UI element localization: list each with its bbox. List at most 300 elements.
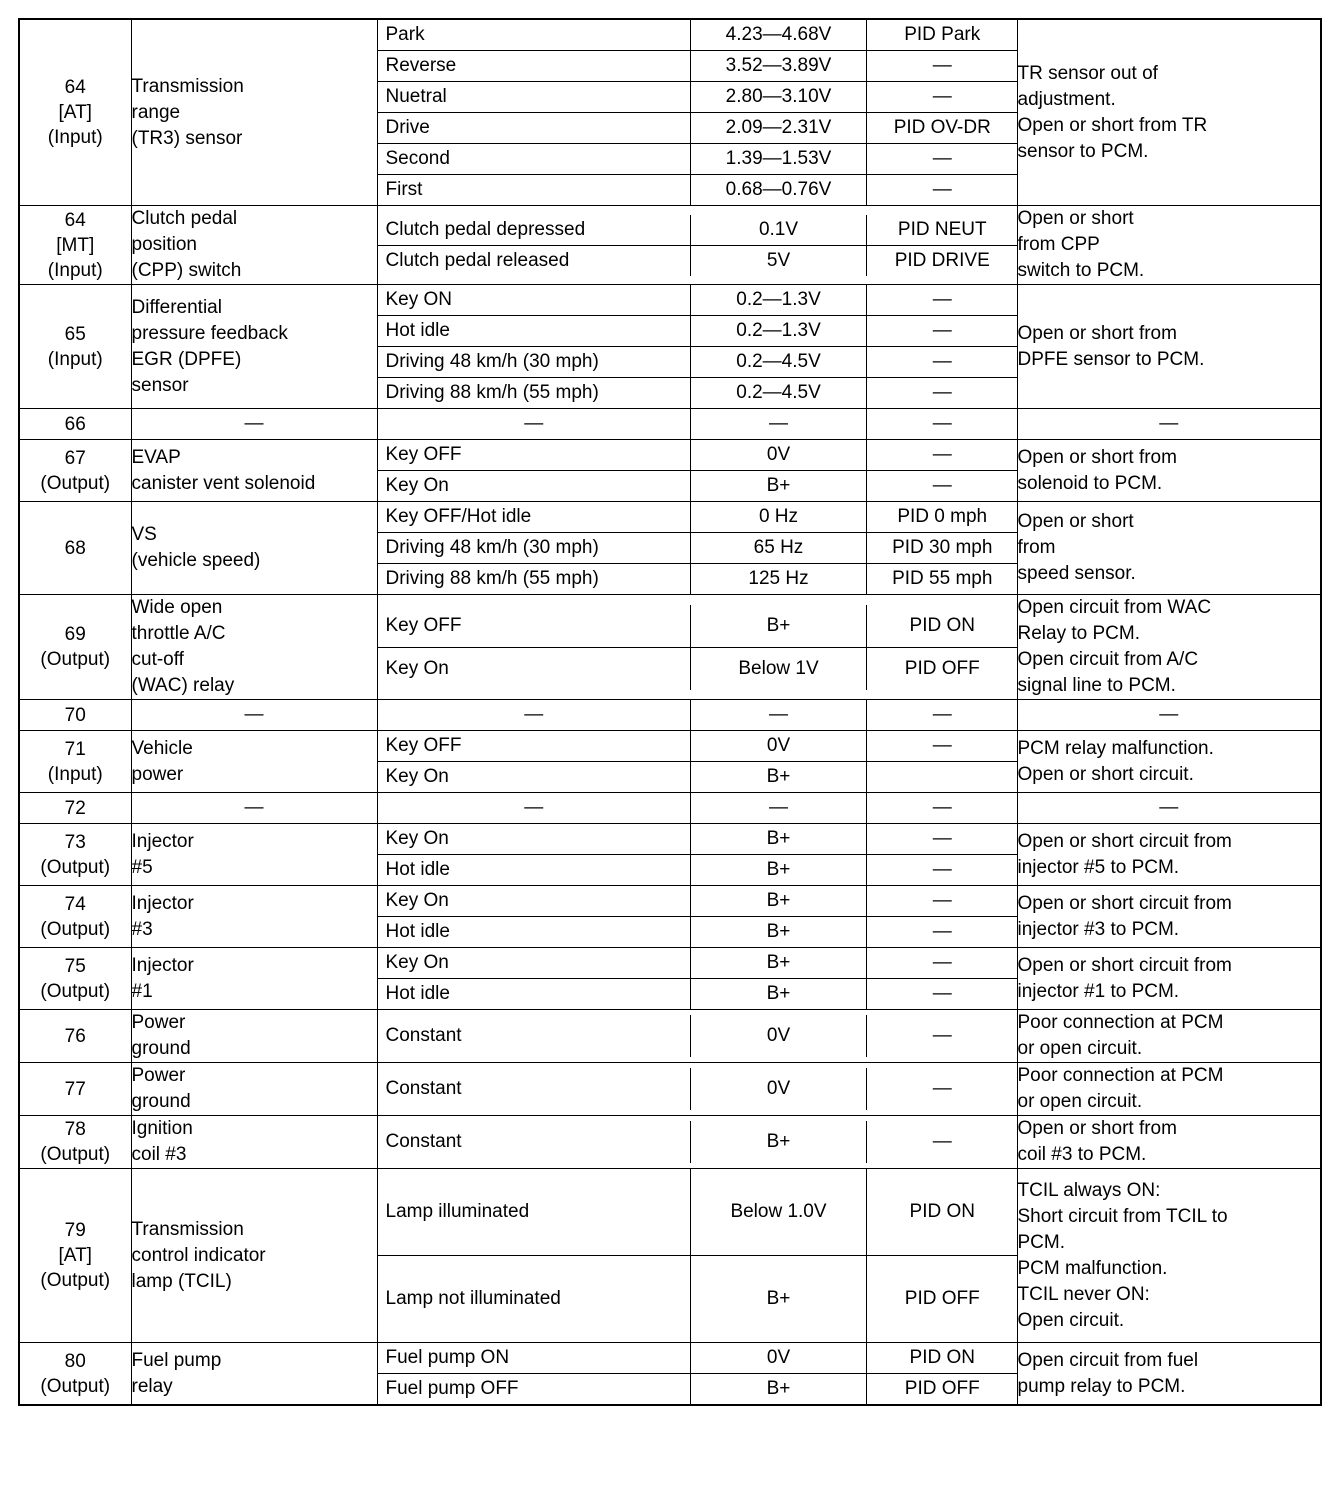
possible-cause-cell	[1017, 502, 1321, 595]
description-line: Ignition	[131, 1118, 193, 1139]
pid-value: —	[867, 378, 1018, 409]
condition-row	[378, 215, 1018, 246]
possible-cause-line: Short circuit from TCIL to	[1017, 1205, 1228, 1227]
possible-cause-line: Poor connection at PCM	[1017, 1012, 1224, 1033]
condition-row	[378, 979, 1018, 1010]
condition-subtable	[378, 731, 1018, 792]
possible-cause-line: from CPP	[1017, 234, 1100, 255]
condition-row	[378, 1169, 1018, 1256]
terminal-line: (Output)	[40, 1144, 111, 1165]
possible-cause-line: —	[1159, 704, 1179, 725]
description-line: (vehicle speed)	[131, 550, 261, 571]
voltage-value: 0.1V	[691, 215, 867, 246]
voltage-value: 0V	[691, 1015, 867, 1057]
terminal-line: 64	[64, 209, 86, 231]
condition-row	[378, 245, 1018, 276]
condition-label: Key On	[378, 762, 691, 793]
voltage-value: B+	[691, 948, 867, 979]
conditions-cell	[377, 1063, 1017, 1116]
pid-value: —	[867, 471, 1018, 502]
terminal-line: 70	[64, 704, 86, 726]
conditions-cell	[377, 793, 1017, 824]
pid-value: —	[932, 1131, 952, 1152]
description-cell	[131, 595, 377, 700]
possible-cause-line: or open circuit.	[1017, 1038, 1143, 1059]
condition-subtable	[378, 700, 1018, 730]
possible-cause-cell	[1017, 1343, 1321, 1406]
voltage-value: 0V	[691, 1068, 867, 1110]
pid-value: —	[932, 952, 952, 973]
pid-value: —	[932, 890, 952, 911]
description-cell	[131, 409, 377, 440]
description-cell	[131, 1063, 377, 1116]
condition-row	[378, 20, 1018, 51]
possible-cause-line: solenoid to PCM.	[1017, 472, 1163, 494]
possible-cause-line: PCM.	[1017, 1231, 1065, 1253]
condition-row	[378, 533, 1018, 564]
description-line: throttle A/C	[131, 623, 226, 644]
table-row	[19, 793, 1321, 824]
condition-row	[378, 1256, 1018, 1343]
condition-label: First	[378, 175, 691, 206]
terminal-line: 77	[64, 1078, 86, 1100]
condition-row	[378, 409, 1018, 439]
terminal-line: (Output)	[40, 1375, 111, 1397]
description-line: EVAP	[131, 446, 181, 468]
possible-cause-line: injector #1 to PCM.	[1017, 980, 1180, 1002]
condition-row	[378, 731, 1018, 762]
description-line: lamp (TCIL)	[131, 1270, 232, 1292]
spec-table	[18, 18, 1322, 1406]
terminal-line: 72	[64, 797, 86, 819]
condition-label: Key ON	[378, 285, 691, 316]
possible-cause-line: TCIL always ON:	[1017, 1179, 1161, 1201]
condition-row	[378, 1343, 1018, 1374]
terminal-line: (Output)	[40, 1270, 111, 1291]
possible-cause-line: Open or short from	[1017, 446, 1177, 468]
possible-cause-line: signal line to PCM.	[1017, 675, 1176, 696]
voltage-value: 0.2—4.5V	[691, 347, 867, 378]
conditions-cell	[377, 19, 1017, 206]
condition-label: Clutch pedal depressed	[378, 215, 691, 246]
description-line: #5	[131, 856, 153, 878]
possible-cause-line: speed sensor.	[1017, 563, 1136, 584]
terminal-line: (Input)	[47, 259, 103, 281]
terminal-line: 80	[64, 1350, 86, 1372]
possible-cause-line: Open or short circuit from	[1017, 892, 1232, 914]
conditions-cell	[377, 206, 1017, 285]
condition-row	[378, 347, 1018, 378]
pid-value: —	[932, 289, 952, 310]
possible-cause-line: Open circuit from A/C	[1017, 649, 1199, 670]
pid-value: PID ON	[909, 1347, 975, 1368]
terminal-cell	[19, 19, 131, 206]
condition-subtable	[378, 215, 1018, 276]
terminal-cell	[19, 1116, 131, 1169]
terminal-line: 68	[64, 537, 86, 559]
pid-value: PID OFF	[867, 1374, 1018, 1405]
condition-row	[378, 1068, 1018, 1110]
description-line: VS	[131, 524, 157, 545]
possible-cause-line: Open circuit from WAC	[1017, 597, 1212, 618]
condition-row	[378, 113, 1018, 144]
pid-value: PID 55 mph	[867, 564, 1018, 595]
voltage-value: 5V	[691, 245, 867, 276]
voltage-value: B+	[691, 1256, 867, 1343]
pid-value: —	[932, 797, 952, 818]
possible-cause-line: Poor connection at PCM	[1017, 1065, 1224, 1086]
table-row	[19, 886, 1321, 948]
possible-cause-line: —	[1159, 413, 1179, 434]
description-cell	[131, 19, 377, 206]
table-row	[19, 502, 1321, 595]
description-cell	[131, 1343, 377, 1406]
description-line: cut-off	[131, 649, 184, 670]
possible-cause-cell	[1017, 1116, 1321, 1169]
table-row	[19, 731, 1321, 793]
voltage-value: 2.80—3.10V	[691, 82, 867, 113]
possible-cause-line: injector #5 to PCM.	[1017, 856, 1180, 878]
table-row	[19, 1343, 1321, 1406]
description-line: (TR3) sensor	[131, 127, 243, 149]
terminal-line: (Input)	[47, 348, 103, 370]
condition-label: Driving 88 km/h (55 mph)	[378, 378, 691, 409]
condition-row	[378, 316, 1018, 347]
condition-label: Second	[378, 144, 691, 175]
voltage-value: 0V	[691, 731, 867, 762]
possible-cause-cell	[1017, 1169, 1321, 1343]
pid-value: —	[932, 413, 952, 434]
terminal-line: (Output)	[40, 472, 111, 494]
pid-value: —	[932, 704, 952, 725]
description-line: canister vent solenoid	[131, 472, 316, 494]
description-line: #1	[131, 980, 153, 1002]
description-line: Injector	[131, 954, 194, 976]
description-line: Vehicle	[131, 737, 193, 759]
spec-table-body	[19, 19, 1321, 1405]
voltage-value: —	[691, 793, 867, 823]
condition-row	[378, 1374, 1018, 1405]
description-line: relay	[131, 1375, 173, 1397]
description-line: (CPP) switch	[131, 260, 242, 281]
pid-value: —	[867, 855, 1018, 886]
description-line: coil #3	[131, 1144, 187, 1165]
condition-row	[378, 440, 1018, 471]
condition-label: Key OFF	[378, 731, 691, 762]
pid-value: PID 0 mph	[897, 506, 988, 527]
description-line: power	[131, 763, 184, 785]
voltage-value: B+	[691, 605, 867, 648]
condition-row	[378, 700, 1018, 730]
condition-label: —	[378, 700, 691, 730]
description-cell	[131, 440, 377, 502]
conditions-cell	[377, 502, 1017, 595]
possible-cause-line: Open or short from TR	[1017, 114, 1208, 136]
condition-label: Constant	[378, 1015, 691, 1057]
terminal-cell	[19, 1063, 131, 1116]
description-line: range	[131, 101, 181, 123]
pid-value: PID OFF	[867, 647, 1018, 690]
possible-cause-line: TCIL never ON:	[1017, 1283, 1150, 1305]
condition-row	[378, 793, 1018, 823]
table-row	[19, 824, 1321, 886]
table-row	[19, 19, 1321, 206]
pid-value: —	[867, 979, 1018, 1010]
possible-cause-cell	[1017, 824, 1321, 886]
possible-cause-cell	[1017, 700, 1321, 731]
possible-cause-line: switch to PCM.	[1017, 260, 1145, 281]
condition-subtable	[378, 886, 1018, 947]
possible-cause-cell	[1017, 285, 1321, 409]
condition-subtable	[378, 440, 1018, 501]
possible-cause-line: Open circuit.	[1017, 1309, 1125, 1331]
terminal-cell	[19, 1010, 131, 1063]
description-line: control indicator	[131, 1244, 266, 1266]
possible-cause-cell	[1017, 1010, 1321, 1063]
description-cell	[131, 886, 377, 948]
pid-value: —	[932, 444, 952, 465]
terminal-line: (Output)	[40, 856, 111, 878]
description-line: ground	[131, 1091, 191, 1112]
conditions-cell	[377, 948, 1017, 1010]
possible-cause-line: Relay to PCM.	[1017, 623, 1140, 644]
voltage-value: 1.39—1.53V	[691, 144, 867, 175]
condition-row	[378, 175, 1018, 206]
description-line: —	[244, 413, 264, 434]
condition-label: Hot idle	[378, 316, 691, 347]
pid-value: —	[867, 144, 1018, 175]
possible-cause-line: DPFE sensor to PCM.	[1017, 348, 1205, 370]
pid-value: —	[867, 51, 1018, 82]
conditions-cell	[377, 886, 1017, 948]
pid-value: PID NEUT	[897, 218, 987, 240]
conditions-cell	[377, 1010, 1017, 1063]
description-cell	[131, 700, 377, 731]
terminal-line: 66	[64, 413, 86, 435]
description-cell	[131, 824, 377, 886]
condition-label: Hot idle	[378, 979, 691, 1010]
voltage-value: 65 Hz	[691, 533, 867, 564]
condition-subtable	[378, 409, 1018, 439]
condition-label: Key On	[378, 471, 691, 502]
condition-label: Clutch pedal released	[378, 245, 691, 276]
pid-value	[867, 762, 1018, 793]
description-line: Injector	[131, 892, 194, 914]
table-row	[19, 1063, 1321, 1116]
description-cell	[131, 502, 377, 595]
voltage-value: 0 Hz	[691, 502, 867, 533]
voltage-value: B+	[691, 824, 867, 855]
terminal-cell	[19, 731, 131, 793]
possible-cause-line: or open circuit.	[1017, 1091, 1143, 1112]
possible-cause-line: injector #3 to PCM.	[1017, 918, 1180, 940]
terminal-line: 69	[64, 624, 86, 645]
terminal-cell	[19, 409, 131, 440]
conditions-cell	[377, 731, 1017, 793]
voltage-value: —	[691, 409, 867, 439]
condition-subtable	[378, 1343, 1018, 1404]
voltage-value: B+	[691, 979, 867, 1010]
description-line: Power	[131, 1012, 186, 1033]
voltage-value: 2.09—2.31V	[691, 113, 867, 144]
table-row	[19, 409, 1321, 440]
terminal-cell	[19, 285, 131, 409]
terminal-cell	[19, 700, 131, 731]
conditions-cell	[377, 824, 1017, 886]
condition-row	[378, 762, 1018, 793]
description-line: —	[244, 797, 264, 818]
pid-value: —	[932, 828, 952, 849]
table-row	[19, 206, 1321, 285]
conditions-cell	[377, 285, 1017, 409]
pid-value: PID Park	[904, 24, 981, 45]
pid-value: —	[867, 316, 1018, 347]
description-line: Transmission	[131, 1218, 244, 1240]
description-line: position	[131, 234, 197, 255]
condition-label: Driving 48 km/h (30 mph)	[378, 533, 691, 564]
condition-label: Hot idle	[378, 855, 691, 886]
condition-label: —	[378, 409, 691, 439]
condition-row	[378, 285, 1018, 316]
condition-subtable	[378, 285, 1018, 408]
description-cell	[131, 206, 377, 285]
possible-cause-cell	[1017, 886, 1321, 948]
condition-row	[378, 824, 1018, 855]
voltage-value: B+	[691, 471, 867, 502]
description-cell	[131, 1116, 377, 1169]
condition-label: Driving 48 km/h (30 mph)	[378, 347, 691, 378]
possible-cause-line: from	[1017, 537, 1056, 558]
possible-cause-cell	[1017, 440, 1321, 502]
terminal-line: [AT]	[58, 102, 92, 123]
conditions-cell	[377, 1116, 1017, 1169]
condition-label: Key On	[378, 948, 691, 979]
pid-value: —	[867, 347, 1018, 378]
condition-row	[378, 855, 1018, 886]
possible-cause-cell	[1017, 595, 1321, 700]
terminal-line: (Input)	[47, 127, 103, 148]
table-row	[19, 948, 1321, 1010]
possible-cause-line: PCM malfunction.	[1017, 1257, 1168, 1279]
voltage-value: 0.2—1.3V	[691, 285, 867, 316]
terminal-line: 74	[64, 893, 86, 915]
terminal-cell	[19, 793, 131, 824]
voltage-value: B+	[691, 762, 867, 793]
condition-label: Key On	[378, 824, 691, 855]
pid-value: —	[932, 1025, 952, 1046]
description-line: Fuel pump	[131, 1349, 222, 1371]
condition-subtable	[378, 605, 1018, 690]
terminal-line: 64	[64, 77, 86, 98]
possible-cause-line: pump relay to PCM.	[1017, 1375, 1186, 1397]
pid-value: PID ON	[909, 614, 975, 636]
possible-cause-cell	[1017, 948, 1321, 1010]
pid-value: —	[932, 1078, 952, 1099]
terminal-cell	[19, 886, 131, 948]
condition-subtable	[378, 824, 1018, 885]
voltage-value: 125 Hz	[691, 564, 867, 595]
description-cell	[131, 285, 377, 409]
description-line: Power	[131, 1065, 186, 1086]
possible-cause-line: Open or short	[1017, 511, 1134, 532]
condition-subtable	[378, 948, 1018, 1009]
terminal-cell	[19, 595, 131, 700]
description-line: (WAC) relay	[131, 675, 235, 696]
table-row	[19, 1116, 1321, 1169]
condition-label: Hot idle	[378, 917, 691, 948]
pid-value: PID DRIVE	[867, 245, 1018, 276]
table-row	[19, 700, 1321, 731]
terminal-line: 71	[64, 738, 86, 760]
possible-cause-cell	[1017, 731, 1321, 793]
possible-cause-line: sensor to PCM.	[1017, 140, 1149, 162]
conditions-cell	[377, 595, 1017, 700]
terminal-cell	[19, 1169, 131, 1343]
condition-label: Key On	[378, 647, 691, 690]
voltage-value: 0.2—4.5V	[691, 378, 867, 409]
possible-cause-line: PCM relay malfunction.	[1017, 737, 1214, 759]
possible-cause-line: Open or short circuit from	[1017, 830, 1232, 852]
description-line: Wide open	[131, 597, 223, 618]
condition-subtable	[378, 20, 1018, 205]
pid-value: PID ON	[909, 1201, 975, 1222]
table-row	[19, 440, 1321, 502]
terminal-cell	[19, 1343, 131, 1406]
terminal-line: 76	[64, 1025, 86, 1047]
description-cell	[131, 731, 377, 793]
condition-label: Fuel pump OFF	[378, 1374, 691, 1405]
terminal-cell	[19, 206, 131, 285]
condition-label: Driving 88 km/h (55 mph)	[378, 564, 691, 595]
terminal-line: 67	[64, 447, 86, 469]
terminal-line: [AT]	[58, 1245, 92, 1266]
condition-row	[378, 1015, 1018, 1057]
terminal-line: (Output)	[40, 649, 111, 670]
terminal-cell	[19, 502, 131, 595]
terminal-line: 75	[64, 955, 86, 977]
terminal-line: 79	[64, 1220, 86, 1241]
condition-label: Drive	[378, 113, 691, 144]
terminal-line: (Input)	[47, 763, 103, 785]
condition-label: Key On	[378, 886, 691, 917]
pid-value: —	[932, 735, 952, 756]
description-line: Transmission	[131, 75, 244, 97]
condition-row	[378, 886, 1018, 917]
description-line: ground	[131, 1038, 191, 1059]
terminal-line: 65	[64, 323, 86, 345]
condition-subtable	[378, 502, 1018, 594]
conditions-cell	[377, 409, 1017, 440]
possible-cause-line: Open or short circuit from	[1017, 954, 1232, 976]
pid-value: PID OV-DR	[867, 113, 1018, 144]
description-line: sensor	[131, 374, 189, 396]
terminal-line: 78	[64, 1119, 86, 1140]
possible-cause-line: Open or short circuit.	[1017, 763, 1194, 785]
possible-cause-cell	[1017, 793, 1321, 824]
terminal-line: 73	[64, 831, 86, 853]
condition-subtable	[378, 1015, 1018, 1057]
condition-row	[378, 948, 1018, 979]
voltage-value: B+	[691, 855, 867, 886]
voltage-value: B+	[691, 886, 867, 917]
condition-row	[378, 1121, 1018, 1163]
terminal-line: (Output)	[40, 980, 111, 1002]
condition-row	[378, 564, 1018, 595]
table-row	[19, 1169, 1321, 1343]
condition-row	[378, 82, 1018, 113]
table-row	[19, 1010, 1321, 1063]
voltage-value: 0.2—1.3V	[691, 316, 867, 347]
